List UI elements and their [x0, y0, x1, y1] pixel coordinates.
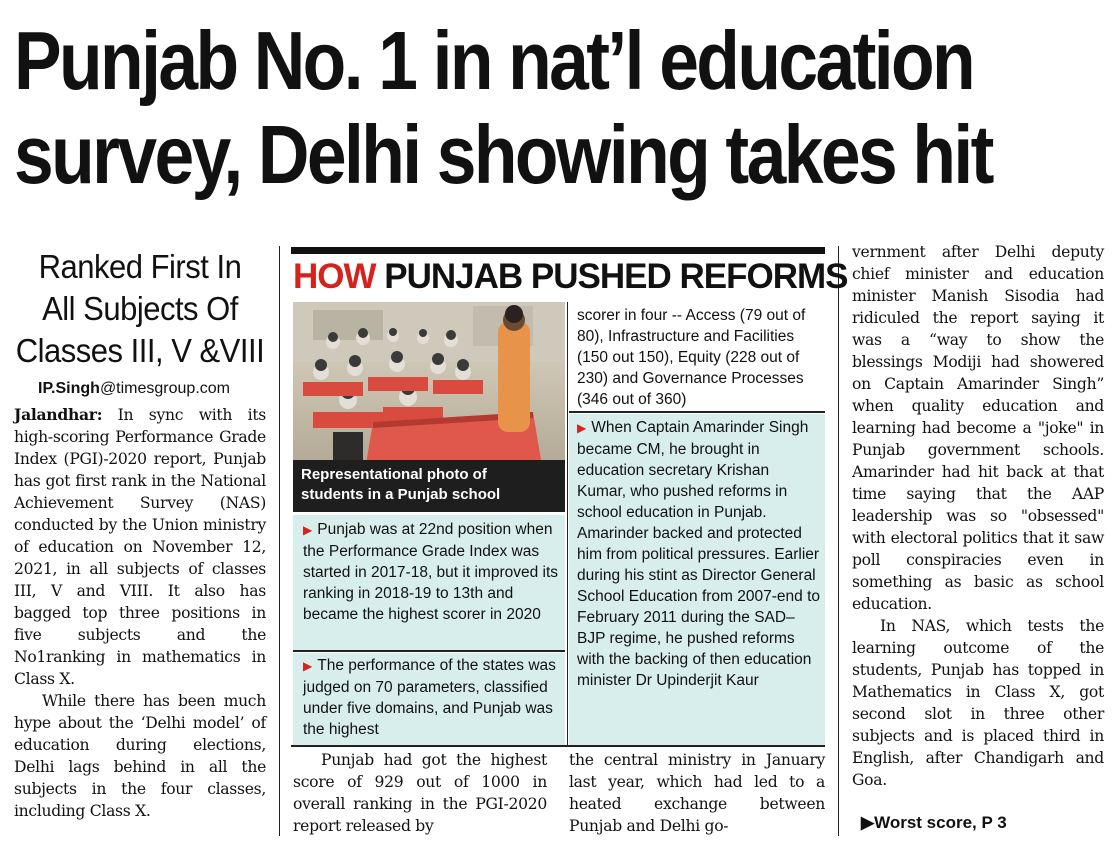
deck-line-2: All Subjects Of	[42, 289, 238, 328]
play-arrow-icon: ▶	[861, 813, 875, 832]
byline-name: IP.Singh	[38, 380, 100, 397]
right-paragraph-2: In NAS, which tests the learning outcome of the students, Punjab has topped in Mathematics in Class X, got second slot in three other subjects and is placed third in English, after Chandigarh and Goa.	[852, 617, 1104, 789]
photo-caption	[293, 460, 565, 512]
cross-reference[interactable]	[861, 812, 1041, 834]
bullet-2-continued: scorer in four -- Access (79 out of 80), Infrastructure and Facilities (150 out 150), Equity (228 out of 230) and Governance Processes (346 out of 360)	[577, 307, 806, 408]
box-top-rule	[291, 247, 825, 254]
left-paragraph-2: While there has been much hype about the ‘Delhi model’ of education during elections, Delhi lags behind in all the subjects in the four classes, including Class X.	[14, 692, 266, 820]
bullet-triangle-icon: ▶	[577, 421, 587, 435]
bullet-2	[303, 655, 559, 740]
bottom-column-b	[569, 749, 825, 837]
deck-line-1: Ranked First In	[38, 247, 242, 286]
bullet-1-text: Punjab was at 22nd position when the Performance Grade Index was started in 2017-18, but it improved its ranking in 2018-19 to 13th and became the highest scorer in 2020	[303, 521, 559, 623]
bullet-2-text: The performance of the states was judged on 70 parameters, classified under five domains, and Punjab was the highest	[303, 657, 556, 738]
box-bottom-rule	[291, 745, 825, 747]
box-title-rest: PUNJAB PUSHED REFORMS	[384, 257, 848, 296]
left-paragraph-1	[14, 404, 266, 690]
left-paragraph-1-text: In sync with its high-scoring Performance Grade Index (PGI)-2020 report, Punjab has got first rank in the National Achievement Survey (NAS) conducted by the Union ministry of education on November 12, 2021, in all subjects of classes III, V and VIII. It also has bagged top three positions in five subjects and the No1ranking in mathematics in Class X.	[14, 406, 266, 688]
bullet-1	[303, 519, 561, 625]
deck-line-3: Classes III, V &VIII	[15, 331, 265, 370]
bullet-triangle-icon: ▶	[303, 659, 313, 673]
headline-line-1: Punjab No. 1 in nat’l education	[14, 14, 974, 107]
column-rule-left	[279, 246, 280, 836]
photo-caption-line-1: Representational photo of	[301, 466, 487, 483]
column-rule-right	[838, 246, 839, 836]
bottom-column-a	[293, 749, 547, 837]
box-inner-rule	[567, 302, 568, 745]
bullet-3	[577, 417, 821, 691]
byline	[38, 379, 268, 399]
headline	[14, 14, 1108, 202]
right-paragraph-1: vernment after Delhi deputy chief minister and education minister Manish Sisodia had ridiculed the report saying it was a “way to show the blessings Modiji had showered on Captain Amarinder Singh” when quality education and learning had become a "joke" in Punjab government schools. Amarinder had hit back at that time saying that the AAP leadership was so "obsessed" with electoral politics that it saw poll conspiracies even in something as basic as school education.	[852, 243, 1104, 613]
bullet-triangle-icon: ▶	[303, 523, 313, 537]
bullet-divider	[293, 650, 565, 652]
left-column	[14, 404, 266, 822]
cross-reference-label: Worst score, P 3	[874, 813, 1007, 832]
box-title	[293, 256, 848, 298]
photo-caption-line-2: students in a Punjab school	[301, 486, 501, 503]
bullet-3-text: When Captain Amarinder Singh became CM, he brought in education secretary Krishan Kumar, who pushed reforms in school education in Punjab. Amarinder backed and protected him from political pressures. Earlier during his stint as Director General School Education from 2007-end to February 2011 during the SAD– BJP regime, he pushed reforms with the backing of then education minister Dr Upinderjit Kaur	[577, 419, 820, 689]
bottom-column-a-text: Punjab had got the highest score of 929 out of 1000 in overall ranking in the PGI-2020 report released by	[293, 751, 547, 835]
box-right-divider	[569, 411, 825, 413]
right-column	[852, 241, 1104, 791]
box-title-how: HOW	[293, 257, 376, 296]
dateline: Jalandhar:	[14, 405, 103, 424]
bottom-column-b-text: the central ministry in January last year, which had led to a heated exchange between Punjab and Delhi go-	[569, 751, 825, 835]
deck	[14, 246, 266, 372]
headline-line-2: survey, Delhi showing takes hit	[14, 108, 992, 201]
byline-domain: @timesgroup.com	[99, 380, 230, 397]
